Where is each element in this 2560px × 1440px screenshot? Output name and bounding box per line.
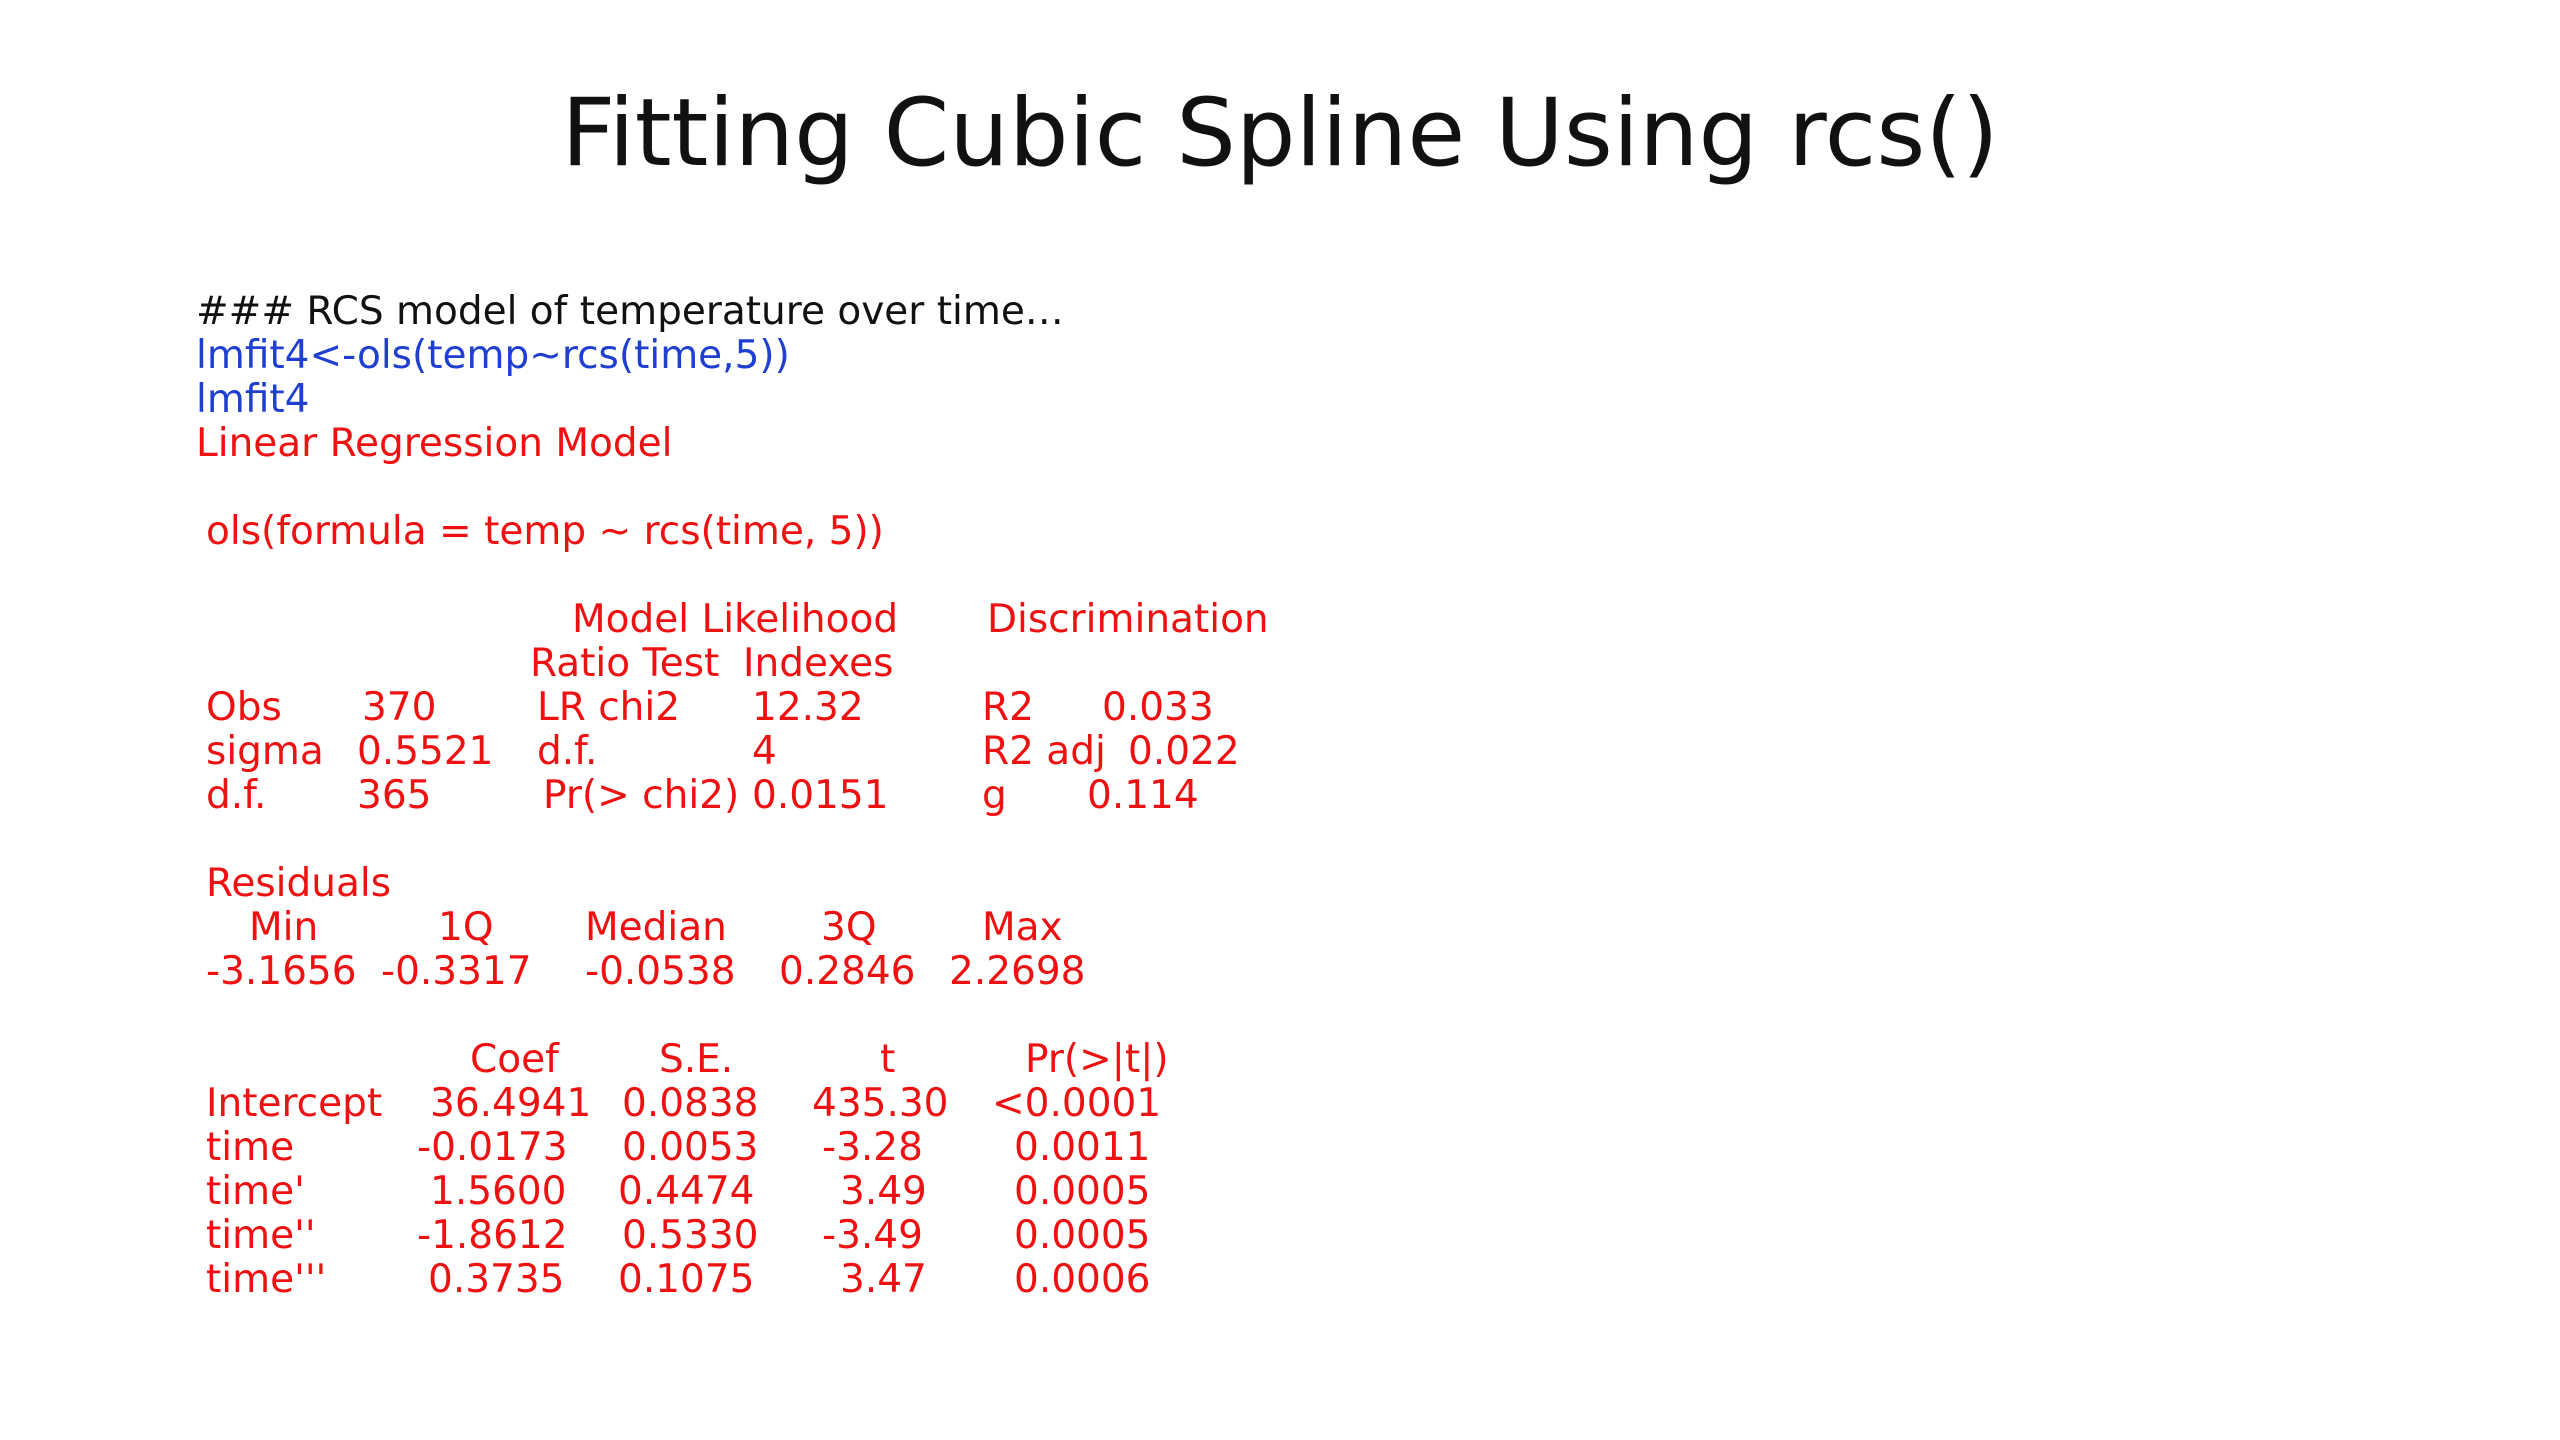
coef-value: 0.3735 (428, 1257, 565, 1302)
coef-value: -0.0173 (417, 1125, 568, 1170)
residuals-header-1q: 1Q (438, 905, 494, 950)
coef-header-se: S.E. (659, 1037, 734, 1082)
coef-p: 0.0005 (1014, 1213, 1151, 1258)
stat-sigma-label: sigma (206, 729, 324, 774)
residuals-value-max: 2.2698 (949, 949, 1086, 994)
stat-lr-value: 12.32 (752, 685, 864, 730)
residuals-header-min: Min (249, 905, 319, 950)
coef-t: -3.28 (822, 1125, 923, 1170)
stat-r2adj-label: R2 adj (982, 729, 1106, 774)
residuals-header-max: Max (982, 905, 1063, 950)
coef-t: 3.47 (840, 1257, 927, 1302)
stat-r2-label: R2 (982, 685, 1034, 730)
coef-se: 0.1075 (618, 1257, 755, 1302)
stat-g-value: 0.114 (1087, 773, 1199, 818)
coef-p: 0.0006 (1014, 1257, 1151, 1302)
coef-p: 0.0011 (1014, 1125, 1151, 1170)
coef-header-p: Pr(>|t|) (1025, 1037, 1169, 1082)
header-discrimination: Discrimination (987, 597, 1269, 642)
coef-t: 435.30 (812, 1081, 949, 1126)
code-comment: ### RCS model of temperature over time… (196, 289, 1064, 334)
stat-r2adj-value: 0.022 (1128, 729, 1240, 774)
residuals-value-3q: 0.2846 (779, 949, 916, 994)
coef-t: -3.49 (822, 1213, 923, 1258)
stat-obs-label: Obs (206, 685, 282, 730)
stat-pr-label: Pr(> chi2) (543, 773, 740, 818)
model-call: ols(formula = temp ~ rcs(time, 5)) (206, 509, 884, 554)
residuals-label: Residuals (206, 861, 392, 906)
residuals-header-3q: 3Q (821, 905, 877, 950)
code-line-ols: lmfit4<-ols(temp~rcs(time,5)) (196, 333, 790, 378)
header-indexes: Indexes (743, 641, 894, 686)
code-line-print: lmfit4 (196, 377, 310, 422)
model-name: Linear Regression Model (196, 421, 673, 466)
stat-sigma-value: 0.5521 (357, 729, 494, 774)
stat-r2-value: 0.033 (1102, 685, 1214, 730)
coef-value: 1.5600 (430, 1169, 567, 1214)
coef-p: <0.0001 (992, 1081, 1162, 1126)
coef-p: 0.0005 (1014, 1169, 1151, 1214)
coef-term: time''' (206, 1257, 327, 1302)
stat-lr-label: LR chi2 (537, 685, 681, 730)
residuals-value-median: -0.0538 (585, 949, 736, 994)
coef-value: -1.8612 (417, 1213, 568, 1258)
coef-header-t: t (880, 1037, 896, 1082)
coef-header-coef: Coef (470, 1037, 559, 1082)
stat-g-label: g (982, 773, 1007, 818)
coef-se: 0.4474 (618, 1169, 755, 1214)
stat-df-label: d.f. (206, 773, 267, 818)
coef-value: 36.4941 (430, 1081, 592, 1126)
coef-term: time' (206, 1169, 305, 1214)
stat-df-value: 365 (357, 773, 432, 818)
residuals-header-median: Median (585, 905, 727, 950)
residuals-value-min: -3.1656 (206, 949, 357, 994)
stat-pr-value: 0.0151 (752, 773, 889, 818)
residuals-value-1q: -0.3317 (381, 949, 532, 994)
coef-se: 0.0053 (622, 1125, 759, 1170)
stat-lrdf-value: 4 (752, 729, 777, 774)
coef-se: 0.0838 (622, 1081, 759, 1126)
coef-term: time'' (206, 1213, 316, 1258)
header-model-likelihood: Model Likelihood (572, 597, 899, 642)
stat-obs-value: 370 (362, 685, 437, 730)
slide-title: Fitting Cubic Spline Using rcs() (561, 79, 1999, 188)
coef-se: 0.5330 (622, 1213, 759, 1258)
coef-term: time (206, 1125, 295, 1170)
coef-term: Intercept (206, 1081, 383, 1126)
header-ratio-test: Ratio Test (530, 641, 720, 686)
stat-lrdf-label: d.f. (537, 729, 598, 774)
coef-t: 3.49 (840, 1169, 927, 1214)
